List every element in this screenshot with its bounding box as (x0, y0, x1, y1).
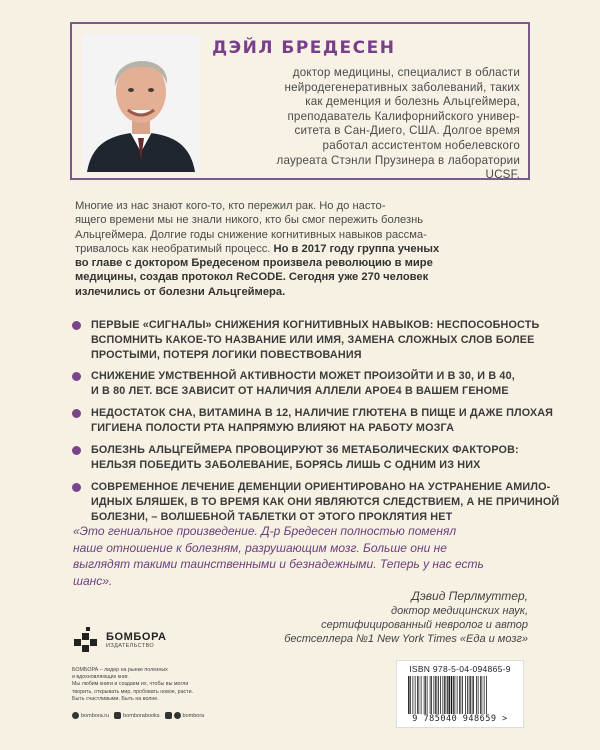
barcode-bar (409, 676, 410, 714)
fact-text (91, 369, 531, 399)
fact-line: ПЕРВЫЕ «СИГНАЛЫ» СНИЖЕНИЯ КОГНИТИВНЫХ НАВЫКОВ: НЕСПОСОБНОСТЬ (91, 319, 540, 331)
barcode-bar (444, 676, 445, 714)
intro-bold-line: во главе с доктором Бредесеном произвела революцию в мире (75, 257, 433, 270)
intro-line: ящего времени мы не знали никого, кто бы смог пережить болезнь (75, 214, 424, 227)
blurb-line: Мы любим книги и создаем их, чтобы вы могли (72, 681, 189, 688)
barcode-bar (482, 676, 483, 714)
fact-line: ГИГИЕНА ПОЛОСТИ РТА НАПРЯМУЮ ВЛИЯЮТ НА РАБОТУ МОЗГА (91, 422, 455, 434)
barcode-box (396, 660, 524, 728)
blurb-line: БОМБОРА – лидер на рынке полезных (72, 667, 168, 673)
barcode-bar (449, 676, 450, 714)
bio-line: ситета в Сан-Диего, США. Долгое время (294, 124, 520, 138)
barcode-bar (446, 676, 447, 714)
bio-line: лауреата Стэнли Прузинера в лаборатории (276, 153, 520, 167)
fact-line: БОЛЕЗНИ, – ВОЛШЕБНОЙ ТАБЛЕТКИ ОТ ЭТОГО ПРОКЛЯТИЯ НЕТ (91, 511, 453, 523)
fact-text (91, 318, 540, 363)
bullet-dot-icon (72, 409, 81, 418)
author-name: ДЭЙЛ БРЕДЕСЕН (212, 38, 396, 58)
reviewer-credential: бестселлера №1 New York Times «Еда и мозг» (284, 633, 528, 645)
barcode-bar (440, 676, 441, 714)
author-box (70, 22, 530, 180)
intro-line: Альцгеймера. Долгие годы снижение когнитивных навыков рассма- (75, 228, 427, 241)
bio-line: работал ассистентом нобелевского (322, 138, 520, 152)
globe-icon (72, 712, 79, 719)
blurb-line: и вдохновляющих книг. (72, 674, 129, 681)
barcode-bar (452, 676, 453, 714)
barcode-bar (467, 676, 468, 714)
quote-line: шанс». (73, 573, 113, 588)
isbn-text: ISBN 978-5-04-094865-9 (409, 664, 511, 674)
barcode-bar (438, 676, 439, 714)
intro-bold-line: излечились от болезни Альцгеймера. (75, 285, 286, 298)
barcode-bar (434, 676, 435, 714)
intro-line: Многие из нас знают кого-то, кто пережил рак. Но до насто- (75, 200, 386, 212)
bullet-dot-icon (72, 321, 81, 330)
barcode-bar (457, 676, 458, 714)
barcode-bar (437, 676, 438, 714)
barcode-bar (461, 676, 462, 714)
barcode-number: 9 785040 948659 > (412, 714, 508, 724)
barcode-bar (449, 676, 450, 714)
blurb-line: Быть счастливыми. Быть на волне. (72, 695, 159, 702)
review-quote (73, 523, 528, 589)
publisher-blurb (72, 667, 262, 703)
reviewer-credential: сертифицированный невролог и автор (321, 619, 528, 631)
fact-line: ПРОСТЫМИ, ПОТЕРЯ ЛОГИКИ ПОВЕСТВОВАНИЯ (91, 349, 362, 361)
fact-text (91, 480, 560, 525)
author-bio (215, 66, 520, 183)
barcode-bar (419, 676, 420, 714)
barcode-bar (415, 676, 416, 714)
publisher-name: БОМБОРА (106, 631, 167, 643)
barcode-bar (470, 676, 471, 714)
barcode-bar (413, 676, 414, 714)
intro-paragraph (75, 199, 527, 299)
barcode-bar (430, 676, 431, 714)
intro-line-mixed (75, 242, 527, 256)
barcode-bar (453, 676, 454, 714)
barcode-bar (459, 676, 460, 714)
fact-line: СОВРЕМЕННОЕ ЛЕЧЕНИЕ ДЕМЕНЦИИ ОРИЕНТИРОВАНО НА УСТРАНЕНИЕ АМИЛО- (91, 481, 551, 493)
bio-line: как деменция и болезнь Альцгеймера, (305, 95, 520, 109)
quote-attribution (268, 589, 528, 646)
telegram-icon (174, 712, 181, 719)
barcode-bar (484, 676, 485, 714)
barcode-image (407, 676, 517, 714)
quote-line: «Это гениальное произведение. Д-р Бредесен полностью поменял (73, 524, 457, 538)
barcode-bar (427, 676, 428, 714)
barcode-bar (443, 676, 444, 714)
bio-line: доктор медицины, специалист в области (292, 66, 520, 79)
barcode-bar (455, 676, 456, 714)
barcode-bar (478, 676, 479, 714)
link-label: bombora (182, 712, 205, 719)
quote-line: наше отношение к болезням, разрушающим мозг. Больше они не (73, 540, 447, 555)
intro-line: тривалось как необратимый процесс. (75, 242, 271, 255)
fact-line: НЕДОСТАТОК СНА, ВИТАМИНА В 12, НАЛИЧИЕ ГЛЮТЕНА В ПИЩЕ И ДАЖЕ ПЛОХАЯ (91, 407, 554, 419)
barcode-bar (410, 676, 411, 714)
intro-bold-line: Но в 2017 году группа ученых (273, 242, 440, 255)
bio-line: преподаватель Калифорнийского универ- (287, 109, 520, 123)
fact-line: СНИЖЕНИЕ УМСТВЕННОЙ АКТИВНОСТИ МОЖЕТ ПРОИЗОЙТИ И В 30, И В 40, (91, 370, 515, 382)
barcode-bar (451, 676, 452, 714)
fact-line: ИДНЫХ БЛЯШЕК, В ТО ВРЕМЯ КАК ОНИ ЯВЛЯЮТСЯ СЛЕДСТВИЕМ, А НЕ ПРИЧИНОЙ (91, 496, 560, 508)
barcode-bar (476, 676, 477, 714)
barcode-bar (486, 676, 487, 714)
barcode-bar (424, 676, 425, 714)
bullet-dot-icon (72, 446, 81, 455)
barcode-bar (472, 676, 473, 714)
fact-line: ВСПОМНИТЬ КАКОЕ-ТО НАЗВАНИЕ ИЛИ ИМЯ, ЗАМЕНА СЛОЖНЫХ СЛОВ БОЛЕЕ (91, 334, 535, 346)
social-icon (165, 712, 172, 719)
link-label: bomborabooks (123, 712, 160, 719)
social-link[interactable] (165, 712, 205, 719)
barcode-bar (425, 676, 426, 714)
fact-line: НЕЛЬЗЯ ПОБЕДИТЬ ЗАБОЛЕВАНИЕ, БОРЯСЬ ЛИШЬ С ОДНИМ ИЗ НИХ (91, 459, 481, 471)
fact-line: И В 80 ЛЕТ. ВСЕ ЗАВИСИТ ОТ НАЛИЧИЯ АЛЛЕЛИ APOE4 В ВАШЕМ ГЕНОМЕ (91, 385, 509, 397)
publisher-logo (72, 627, 167, 657)
publisher-links (72, 712, 204, 719)
reviewer-credential: доктор медицинских наук, (391, 605, 528, 617)
social-link[interactable] (114, 712, 159, 719)
fact-text (91, 406, 554, 436)
link-label: bombora.ru (81, 712, 110, 719)
fact-text (91, 443, 531, 473)
barcode-bar (431, 676, 432, 714)
bio-line: UCSF. (485, 168, 520, 182)
publisher-subtitle: ИЗДАТЕЛЬСТВО (106, 643, 155, 649)
barcode-bar (469, 676, 470, 714)
barcode-bar (473, 676, 474, 714)
barcode-bar (465, 676, 466, 714)
bullet-dot-icon (72, 372, 81, 381)
bombora-logo-icon (72, 627, 100, 657)
barcode-bar (462, 676, 463, 714)
barcode-bar (421, 676, 422, 714)
bullet-dot-icon (72, 483, 81, 492)
intro-bold-line: медицины, создав протокол ReCODE. Сегодня уже 270 человек (75, 271, 429, 284)
fact-line: БОЛЕЗНЬ АЛЬЦГЕЙМЕРА ПРОВОЦИРУЮТ 36 МЕТАБОЛИЧЕСКИХ ФАКТОРОВ: (91, 444, 519, 456)
quote-line: выглядят такими таинственными и безнадежными. Теперь у нас есть (73, 557, 484, 571)
reviewer-name: Дэвид Перлмуттер, (411, 589, 528, 603)
author-photo (82, 34, 200, 172)
vk-icon (114, 712, 121, 719)
barcode-bar (447, 676, 448, 714)
barcode-bar (417, 676, 418, 714)
website-link[interactable] (72, 712, 109, 719)
author-portrait (82, 34, 200, 172)
barcode-bar (435, 676, 436, 714)
bio-line: нейродегенеративных заболеваний, таких (284, 80, 520, 94)
blurb-line: творить, открывать мир, пробовать новое, расти. (72, 688, 194, 695)
barcode-bar (480, 676, 481, 714)
barcode-bar (408, 676, 409, 714)
